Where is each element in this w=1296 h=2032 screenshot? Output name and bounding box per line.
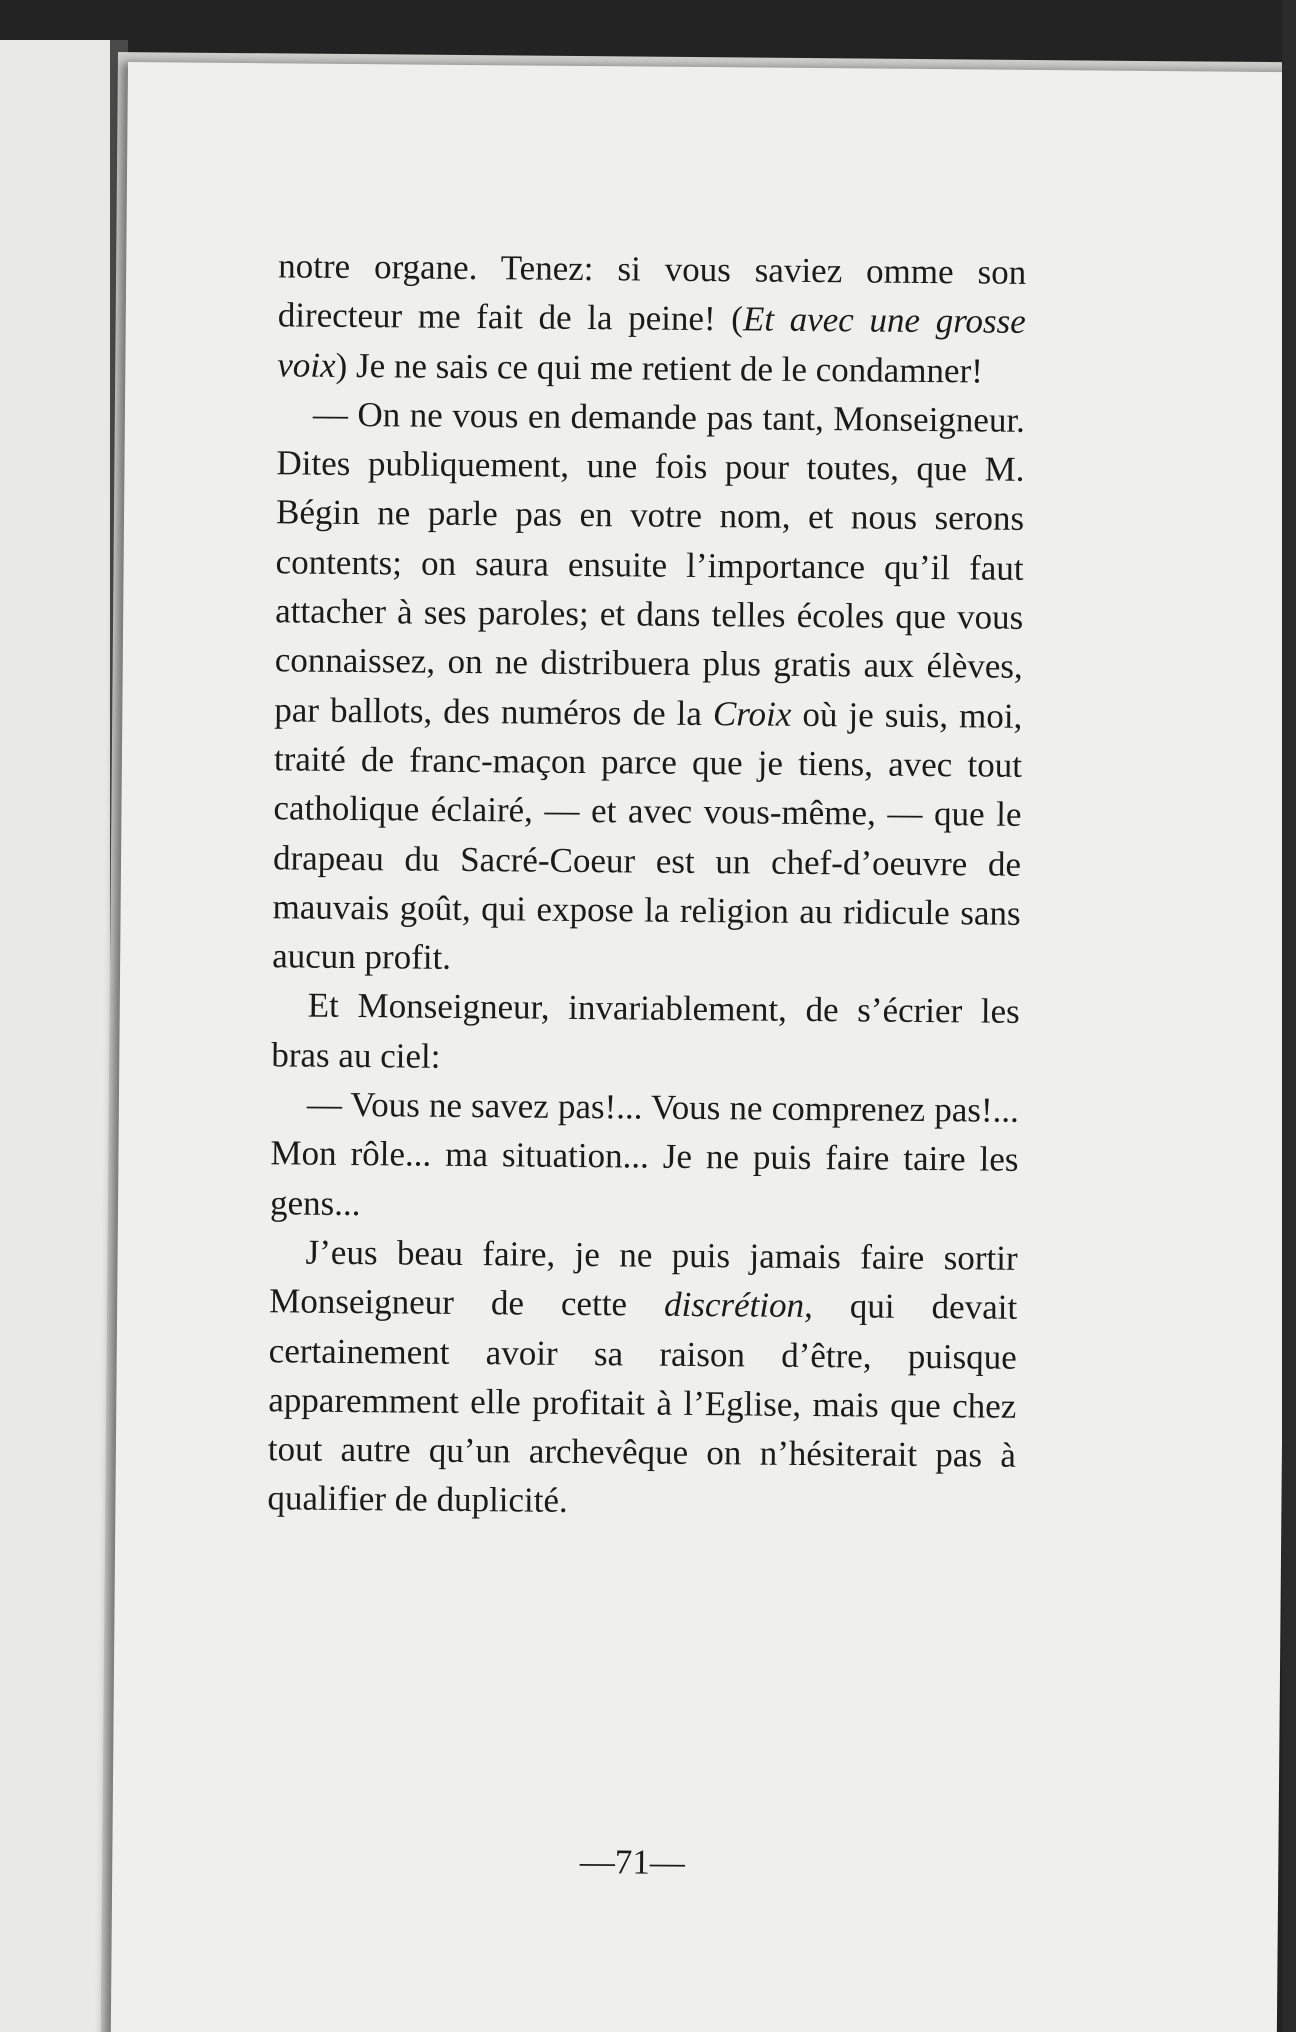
page-number: —71— (579, 1842, 685, 1882)
paragraph-p2 (272, 389, 1025, 987)
book-page (111, 62, 1294, 2032)
right-dark-margin (1282, 0, 1296, 2032)
body-text (267, 241, 1026, 1529)
text-run: qui devait certainement avoir sa raison d’être, puisque apparemment elle profitait à l’Eglise, mais que chez tout autre qu’un archevêque on n’hésiterait pas à qualifier de duplicité. (267, 1286, 1018, 1521)
italic-text: discrétion, (663, 1284, 813, 1326)
paragraph-p3 (271, 981, 1020, 1086)
text-run: ) Je ne sais ce qui me retient de le condamner! (335, 345, 984, 391)
paragraph-p1 (277, 241, 1026, 395)
text-run: Et Monseigneur, invariablement, de s’écrier les bras au ciel: (271, 986, 1020, 1076)
paragraph-p4 (270, 1079, 1019, 1233)
italic-text: Et avec une grosse voix (277, 299, 1026, 385)
text-run: J’eus beau faire, je ne puis jamais faire sortir Monseigneur de cette (269, 1232, 1018, 1324)
text-run: notre organe. Tenez: si vous saviez omme son directeur me fait de la peine! ( (277, 246, 1027, 339)
paragraph-p5 (267, 1227, 1018, 1529)
text-run: — On ne vous en demande pas tant, Monseigneur. Dites publiquement, une fois pour toutes, que M. Bégin ne parle pas en votre nom, et nous serons contents; on saura ensuite l’importance qu’il faut attacher à ses paroles; et dans telles écoles que vous connaissez, on ne distribuera plus gratis aux élèves, par ballots, des numéros de la (274, 394, 1026, 733)
text-run: — Vous ne savez pas!... Vous ne comprenez pas!... Mon rôle... ma situation... Je ne puis faire taire les gens... (269, 1084, 1020, 1223)
italic-text: Croix (712, 693, 792, 734)
text-run: où je suis, moi, traité de franc-maçon parce que je tiens, avec tout catholique éclairé, — et avec vous-même, — que le drapeau du Sacré-Coeur est un chef-d’oeuvre de mauvais goût, qui expose la religion au ridicule sans aucun profit. (272, 694, 1023, 978)
